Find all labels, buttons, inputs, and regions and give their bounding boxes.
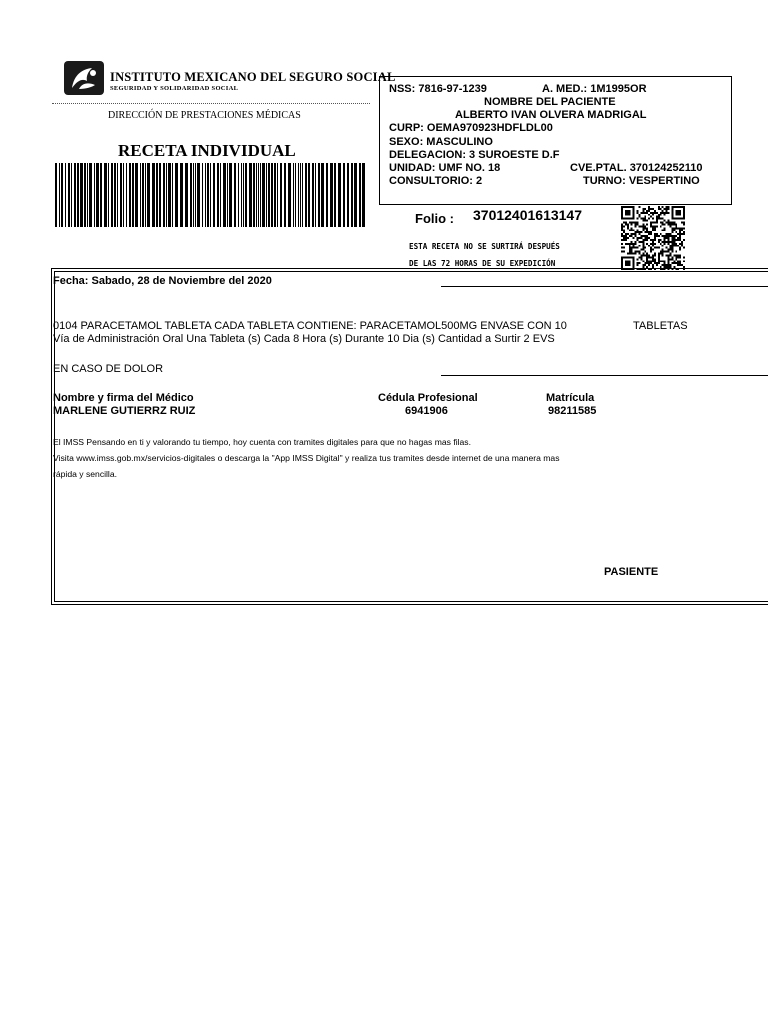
institution-name: INSTITUTO MEXICANO DEL SEGURO SOCIAL: [110, 70, 396, 84]
doctor-name-label: Nombre y firma del Médico: [53, 392, 194, 404]
cedula-number: 6941906: [405, 405, 448, 417]
delegacion: DELEGACION: 3 SUROESTE D.F: [389, 149, 560, 161]
cve-ptal: CVE.PTAL. 370124252110: [570, 162, 703, 174]
barcode-image: [55, 163, 369, 227]
administration-instructions: Vía de Administración Oral Una Tableta (s) Cada 8 Hora (s) Durante 10 Dia (s) Cantidad a Surtir 2 EVS: [53, 333, 555, 345]
direction-heading: DIRECCIÓN DE PRESTACIONES MÉDICAS: [108, 110, 301, 121]
cedula-label: Cédula Profesional: [378, 392, 478, 404]
matricula-number: 98211585: [548, 405, 597, 417]
curp: CURP: OEMA970923HDFLDL00: [389, 122, 553, 134]
imss-logo-icon: [64, 61, 104, 95]
digital-services-text-line3: rápida y sencilla.: [53, 469, 118, 479]
patient-name-heading: NOMBRE DEL PACIENTE: [484, 96, 616, 108]
date-underline: [441, 286, 768, 287]
folio-label: Folio :: [415, 211, 454, 226]
nss: NSS: 7816-97-1239: [389, 83, 487, 95]
unidad: UNIDAD: UMF NO. 18: [389, 162, 501, 174]
medication-line: 0104 PARACETAMOL TABLETA CADA TABLETA CONTIENE: PARACETAMOL500MG ENVASE CON 10: [53, 320, 567, 332]
a-med: A. MED.: 1M1995OR: [542, 83, 647, 95]
patient-info-box: [379, 76, 732, 205]
consultorio: CONSULTORIO: 2: [389, 175, 483, 187]
prescription-date: Fecha: Sabado, 28 de Noviembre del 2020: [53, 275, 272, 287]
folio-number: 37012401613147: [473, 207, 583, 223]
validity-notice-line1: ESTA RECETA NO SE SURTIRÁ DESPUÉS: [409, 242, 560, 251]
document-title: RECETA INDIVIDUAL: [118, 141, 296, 160]
matricula-label: Matrícula: [546, 392, 595, 404]
qr-code-image: [620, 206, 686, 270]
note-underline: [441, 375, 768, 376]
patient-name: ALBERTO IVAN OLVERA MADRIGAL: [455, 109, 647, 121]
turno: TURNO: VESPERTINO: [583, 175, 700, 187]
header-divider: [52, 103, 370, 104]
doctor-name: MARLENE GUTIERRZ RUIZ: [53, 405, 196, 417]
validity-notice-line2: DE LAS 72 HORAS DE SU EXPEDICIÓN: [409, 259, 556, 268]
digital-services-text-line1: El IMSS Pensando en ti y valorando tu tiempo, hoy cuenta con tramites digitales para que no hagas mas filas.: [53, 437, 471, 447]
copy-recipient-label: PASIENTE: [604, 566, 659, 578]
medication-unit: TABLETAS: [633, 320, 688, 332]
digital-services-text-line2: Visita www.imss.gob.mx/servicios-digitales o descarga la "App IMSS Digital" y realiza tus tramites desde internet de una manera mas: [53, 453, 560, 463]
sexo: SEXO: MASCULINO: [389, 136, 493, 148]
institution-motto: SEGURIDAD Y SOLIDARIDAD SOCIAL: [110, 85, 239, 92]
usage-note: EN CASO DE DOLOR: [53, 363, 164, 375]
